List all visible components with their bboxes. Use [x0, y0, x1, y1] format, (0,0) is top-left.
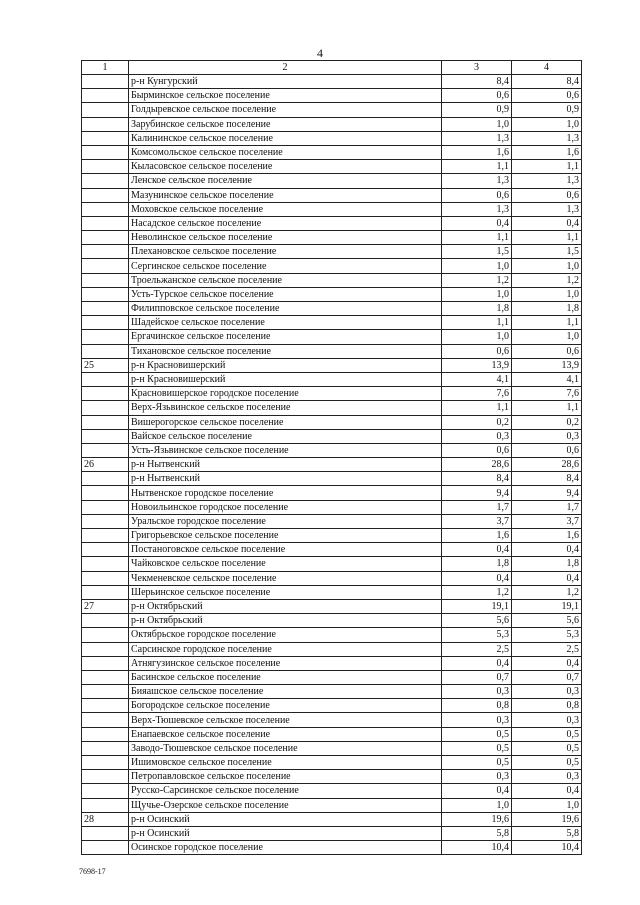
table-row [82, 401, 582, 415]
value-col4-cell: 1,5 [512, 245, 582, 259]
value-col3-cell: 0,3 [442, 770, 512, 784]
value-col4-cell: 0,6 [512, 344, 582, 358]
value-col4-cell: 0,4 [512, 784, 582, 798]
territory-name-cell: Сергинское сельское поселение [129, 259, 442, 273]
value-col4-cell: 0,7 [512, 670, 582, 684]
table-row [82, 103, 582, 117]
value-col3-cell: 5,3 [442, 628, 512, 642]
value-col3-cell: 1,3 [442, 202, 512, 216]
value-col3-cell: 19,6 [442, 812, 512, 826]
table-row [82, 202, 582, 216]
territory-name-cell: Шадейское сельское поселение [129, 316, 442, 330]
value-col4-cell: 19,1 [512, 599, 582, 613]
value-col4-cell: 1,6 [512, 145, 582, 159]
value-col3-cell: 1,6 [442, 529, 512, 543]
territory-name-cell: Насадское сельское поселение [129, 216, 442, 230]
territory-name-cell: Григорьевское сельское поселение [129, 529, 442, 543]
value-col3-cell: 1,7 [442, 500, 512, 514]
value-col3-cell: 0,5 [442, 741, 512, 755]
table-row [82, 145, 582, 159]
row-number-cell [82, 89, 129, 103]
value-col3-cell: 0,4 [442, 784, 512, 798]
territory-name-cell: Чайковское сельское поселение [129, 557, 442, 571]
value-col4-cell: 9,4 [512, 486, 582, 500]
value-col4-cell: 19,6 [512, 812, 582, 826]
value-col4-cell: 1,2 [512, 273, 582, 287]
value-col4-cell: 0,6 [512, 89, 582, 103]
table-row [82, 585, 582, 599]
row-number-cell [82, 585, 129, 599]
value-col3-cell: 0,2 [442, 415, 512, 429]
row-number-cell [82, 756, 129, 770]
territory-name-cell: р-н Красновишерский [129, 358, 442, 372]
territory-name-cell: Богородское сельское поселение [129, 699, 442, 713]
table-row [82, 486, 582, 500]
row-number-cell [82, 429, 129, 443]
territory-name-cell: Тихановское сельское поселение [129, 344, 442, 358]
row-number-cell [82, 727, 129, 741]
value-col4-cell: 5,6 [512, 614, 582, 628]
territory-name-cell: Уральское городское поселение [129, 514, 442, 528]
value-col3-cell: 0,4 [442, 216, 512, 230]
value-col3-cell: 0,5 [442, 727, 512, 741]
row-number-cell [82, 145, 129, 159]
table-row [82, 330, 582, 344]
table-row [82, 599, 582, 613]
value-col4-cell: 1,0 [512, 259, 582, 273]
row-number-cell [82, 443, 129, 457]
territory-name-cell: Зарубинское сельское поселение [129, 117, 442, 131]
table-row [82, 656, 582, 670]
value-col4-cell: 2,5 [512, 642, 582, 656]
value-col4-cell: 0,4 [512, 571, 582, 585]
value-col4-cell: 5,8 [512, 826, 582, 840]
value-col4-cell: 7,6 [512, 387, 582, 401]
value-col4-cell: 0,4 [512, 216, 582, 230]
value-col3-cell: 1,0 [442, 117, 512, 131]
table-row [82, 727, 582, 741]
value-col3-cell: 2,5 [442, 642, 512, 656]
page-number: 4 [317, 46, 323, 60]
territory-name-cell: Сарсинское городское поселение [129, 642, 442, 656]
value-col4-cell: 1,3 [512, 202, 582, 216]
table-row [82, 160, 582, 174]
territory-name-cell: Заводо-Тюшевское сельское поселение [129, 741, 442, 755]
header-cell-3: 3 [442, 61, 512, 75]
table-row [82, 89, 582, 103]
territory-name-cell: р-н Осинский [129, 826, 442, 840]
table-row [82, 216, 582, 230]
row-number-cell [82, 500, 129, 514]
value-col3-cell: 13,9 [442, 358, 512, 372]
row-number-cell [82, 188, 129, 202]
territory-name-cell: Осинское городское поселение [129, 841, 442, 855]
territory-name-cell: Мазунинское сельское поселение [129, 188, 442, 202]
allocation-table [81, 60, 582, 855]
value-col3-cell: 8,4 [442, 472, 512, 486]
row-number-cell [82, 685, 129, 699]
value-col4-cell: 1,0 [512, 287, 582, 301]
value-col4-cell: 0,2 [512, 415, 582, 429]
value-col4-cell: 1,7 [512, 500, 582, 514]
territory-name-cell: Постаноговское сельское поселение [129, 543, 442, 557]
row-number-cell [82, 372, 129, 386]
value-col4-cell: 0,8 [512, 699, 582, 713]
value-col4-cell: 0,3 [512, 429, 582, 443]
territory-name-cell: Усть-Турское сельское поселение [129, 287, 442, 301]
value-col4-cell: 1,8 [512, 302, 582, 316]
territory-name-cell: р-н Октябрьский [129, 614, 442, 628]
row-number-cell [82, 656, 129, 670]
value-col3-cell: 0,3 [442, 429, 512, 443]
territory-name-cell: Новоильинское городское поселение [129, 500, 442, 514]
row-number-cell [82, 798, 129, 812]
row-number-cell [82, 770, 129, 784]
row-number-cell [82, 245, 129, 259]
value-col3-cell: 0,6 [442, 188, 512, 202]
value-col3-cell: 0,8 [442, 699, 512, 713]
value-col3-cell: 0,3 [442, 685, 512, 699]
value-col4-cell: 8,4 [512, 75, 582, 89]
value-col4-cell: 10,4 [512, 841, 582, 855]
territory-name-cell: Комсомольское сельское поселение [129, 145, 442, 159]
value-col3-cell: 1,8 [442, 557, 512, 571]
table-row [82, 259, 582, 273]
table-row [82, 614, 582, 628]
table-row [82, 287, 582, 301]
table-row [82, 131, 582, 145]
table-row [82, 741, 582, 755]
value-col4-cell: 1,0 [512, 330, 582, 344]
value-col4-cell: 0,3 [512, 685, 582, 699]
value-col3-cell: 1,0 [442, 259, 512, 273]
territory-name-cell: Басинское сельское поселение [129, 670, 442, 684]
row-number-cell [82, 302, 129, 316]
row-number-cell [82, 401, 129, 415]
table-row [82, 685, 582, 699]
row-number-cell: 26 [82, 458, 129, 472]
table-row [82, 188, 582, 202]
value-col4-cell: 1,2 [512, 585, 582, 599]
row-number-cell [82, 529, 129, 543]
row-number-cell [82, 117, 129, 131]
row-number-cell [82, 543, 129, 557]
table-row [82, 770, 582, 784]
table-row [82, 543, 582, 557]
table-row [82, 557, 582, 571]
value-col3-cell: 0,4 [442, 656, 512, 670]
value-col3-cell: 1,0 [442, 287, 512, 301]
row-number-cell [82, 699, 129, 713]
value-col3-cell: 0,4 [442, 571, 512, 585]
value-col3-cell: 7,6 [442, 387, 512, 401]
value-col3-cell: 1,2 [442, 273, 512, 287]
row-number-cell [82, 415, 129, 429]
value-col3-cell: 1,3 [442, 131, 512, 145]
row-number-cell: 25 [82, 358, 129, 372]
territory-name-cell: р-н Осинский [129, 812, 442, 826]
value-col3-cell: 3,7 [442, 514, 512, 528]
value-col4-cell: 0,5 [512, 741, 582, 755]
value-col4-cell: 8,4 [512, 472, 582, 486]
table-row [82, 472, 582, 486]
row-number-cell [82, 160, 129, 174]
table-row [82, 784, 582, 798]
territory-name-cell: Русско-Сарсинское сельское поселение [129, 784, 442, 798]
header-cell-2: 2 [129, 61, 442, 75]
territory-name-cell: Петропавловское сельское поселение [129, 770, 442, 784]
territory-name-cell: Вишерогорское сельское поселение [129, 415, 442, 429]
header-cell-1: 1 [82, 61, 129, 75]
table-row [82, 387, 582, 401]
territory-name-cell: Кыласовское сельское поселение [129, 160, 442, 174]
value-col3-cell: 0,9 [442, 103, 512, 117]
value-col4-cell: 0,6 [512, 188, 582, 202]
value-col4-cell: 1,1 [512, 160, 582, 174]
row-number-cell [82, 628, 129, 642]
value-col3-cell: 0,6 [442, 344, 512, 358]
table-row [82, 273, 582, 287]
value-col4-cell: 1,1 [512, 231, 582, 245]
row-number-cell: 28 [82, 812, 129, 826]
table-row [82, 500, 582, 514]
row-number-cell [82, 287, 129, 301]
document-code: 7698-17 [79, 867, 106, 876]
territory-name-cell: Калининское сельское поселение [129, 131, 442, 145]
value-col3-cell: 1,0 [442, 798, 512, 812]
value-col3-cell: 19,1 [442, 599, 512, 613]
table-row [82, 756, 582, 770]
territory-name-cell: Голдыревское сельское поселение [129, 103, 442, 117]
territory-name-cell: Бырминское сельское поселение [129, 89, 442, 103]
territory-name-cell: Атнягузинское сельское поселение [129, 656, 442, 670]
value-col4-cell: 1,3 [512, 174, 582, 188]
table-row [82, 75, 582, 89]
territory-name-cell: Верх-Тюшевское сельское поселение [129, 713, 442, 727]
row-number-cell [82, 571, 129, 585]
value-col4-cell: 0,5 [512, 727, 582, 741]
table-row [82, 529, 582, 543]
value-col3-cell: 1,1 [442, 160, 512, 174]
territory-name-cell: Шерьинское сельское поселение [129, 585, 442, 599]
territory-name-cell: Усть-Язьвинское сельское поселение [129, 443, 442, 457]
territory-name-cell: Чекменевское сельское поселение [129, 571, 442, 585]
territory-name-cell: Троельжанское сельское поселение [129, 273, 442, 287]
value-col4-cell: 0,4 [512, 543, 582, 557]
table-row [82, 841, 582, 855]
value-col3-cell: 1,1 [442, 401, 512, 415]
value-col3-cell: 0,6 [442, 443, 512, 457]
row-number-cell [82, 642, 129, 656]
row-number-cell [82, 713, 129, 727]
value-col4-cell: 0,5 [512, 756, 582, 770]
table-row [82, 245, 582, 259]
territory-name-cell: Щучье-Озерское сельское поселение [129, 798, 442, 812]
table-row [82, 812, 582, 826]
value-col3-cell: 0,7 [442, 670, 512, 684]
row-number-cell [82, 103, 129, 117]
value-col4-cell: 13,9 [512, 358, 582, 372]
territory-name-cell: Енапаевское сельское поселение [129, 727, 442, 741]
header-cell-4: 4 [512, 61, 582, 75]
value-col4-cell: 3,7 [512, 514, 582, 528]
value-col4-cell: 0,9 [512, 103, 582, 117]
value-col3-cell: 1,1 [442, 231, 512, 245]
territory-name-cell: р-н Октябрьский [129, 599, 442, 613]
value-col4-cell: 1,0 [512, 798, 582, 812]
territory-name-cell: Моховское сельское поселение [129, 202, 442, 216]
value-col4-cell: 1,1 [512, 316, 582, 330]
row-number-cell [82, 174, 129, 188]
row-number-cell [82, 330, 129, 344]
table-row [82, 443, 582, 457]
table-row [82, 798, 582, 812]
value-col4-cell: 28,6 [512, 458, 582, 472]
table-row [82, 571, 582, 585]
row-number-cell [82, 614, 129, 628]
table-row [82, 628, 582, 642]
row-number-cell [82, 344, 129, 358]
row-number-cell [82, 514, 129, 528]
table-row [82, 358, 582, 372]
value-col4-cell: 4,1 [512, 372, 582, 386]
table-row [82, 316, 582, 330]
table-row [82, 302, 582, 316]
value-col3-cell: 28,6 [442, 458, 512, 472]
row-number-cell [82, 316, 129, 330]
row-number-cell [82, 784, 129, 798]
value-col3-cell: 0,6 [442, 89, 512, 103]
table-body [82, 61, 582, 855]
table-row [82, 670, 582, 684]
row-number-cell [82, 131, 129, 145]
value-col3-cell: 1,3 [442, 174, 512, 188]
territory-name-cell: Ергачинское сельское поселение [129, 330, 442, 344]
territory-name-cell: Плехановское сельское поселение [129, 245, 442, 259]
value-col4-cell: 0,6 [512, 443, 582, 457]
territory-name-cell: Филипповское сельское поселение [129, 302, 442, 316]
table-row [82, 117, 582, 131]
value-col4-cell: 1,8 [512, 557, 582, 571]
table-row [82, 344, 582, 358]
value-col4-cell: 0,3 [512, 770, 582, 784]
value-col3-cell: 5,6 [442, 614, 512, 628]
value-col3-cell: 0,3 [442, 713, 512, 727]
table-row [82, 174, 582, 188]
row-number-cell [82, 741, 129, 755]
value-col3-cell: 1,1 [442, 316, 512, 330]
value-col3-cell: 1,0 [442, 330, 512, 344]
territory-name-cell: Ленское сельское поселение [129, 174, 442, 188]
territory-name-cell: р-н Красновишерский [129, 372, 442, 386]
row-number-cell [82, 259, 129, 273]
value-col3-cell: 9,4 [442, 486, 512, 500]
row-number-cell [82, 472, 129, 486]
territory-name-cell: Неволинское сельское поселение [129, 231, 442, 245]
value-col3-cell: 0,5 [442, 756, 512, 770]
table-row [82, 514, 582, 528]
value-col4-cell: 1,3 [512, 131, 582, 145]
value-col4-cell: 1,0 [512, 117, 582, 131]
table-row [82, 372, 582, 386]
row-number-cell [82, 826, 129, 840]
territory-name-cell: р-н Нытвенский [129, 472, 442, 486]
territory-name-cell: Красновишерское городское поселение [129, 387, 442, 401]
territory-name-cell: Ишимовское сельское поселение [129, 756, 442, 770]
value-col3-cell: 0,4 [442, 543, 512, 557]
row-number-cell [82, 841, 129, 855]
territory-name-cell: р-н Нытвенский [129, 458, 442, 472]
table-row [82, 231, 582, 245]
table-row [82, 458, 582, 472]
row-number-cell [82, 557, 129, 571]
table-row [82, 415, 582, 429]
table-row [82, 826, 582, 840]
row-number-cell [82, 231, 129, 245]
value-col3-cell: 5,8 [442, 826, 512, 840]
table-row [82, 429, 582, 443]
value-col3-cell: 1,6 [442, 145, 512, 159]
territory-name-cell: Октябрьское городское поселение [129, 628, 442, 642]
row-number-cell [82, 273, 129, 287]
territory-name-cell: Вайское сельское поселение [129, 429, 442, 443]
value-col3-cell: 10,4 [442, 841, 512, 855]
value-col3-cell: 1,2 [442, 585, 512, 599]
table-row [82, 713, 582, 727]
territory-name-cell: Верх-Язьвинское сельское поселение [129, 401, 442, 415]
territory-name-cell: Бияашское сельское поселение [129, 685, 442, 699]
value-col4-cell: 0,3 [512, 713, 582, 727]
row-number-cell [82, 75, 129, 89]
value-col3-cell: 4,1 [442, 372, 512, 386]
row-number-cell [82, 216, 129, 230]
territory-name-cell: Нытвенское городское поселение [129, 486, 442, 500]
table-row [82, 699, 582, 713]
table-header-row [82, 61, 582, 75]
value-col3-cell: 8,4 [442, 75, 512, 89]
territory-name-cell: р-н Кунгурский [129, 75, 442, 89]
row-number-cell: 27 [82, 599, 129, 613]
value-col4-cell: 5,3 [512, 628, 582, 642]
value-col4-cell: 1,6 [512, 529, 582, 543]
value-col4-cell: 0,4 [512, 656, 582, 670]
row-number-cell [82, 486, 129, 500]
table-row [82, 642, 582, 656]
value-col3-cell: 1,5 [442, 245, 512, 259]
row-number-cell [82, 202, 129, 216]
row-number-cell [82, 670, 129, 684]
value-col4-cell: 1,1 [512, 401, 582, 415]
value-col3-cell: 1,8 [442, 302, 512, 316]
row-number-cell [82, 387, 129, 401]
